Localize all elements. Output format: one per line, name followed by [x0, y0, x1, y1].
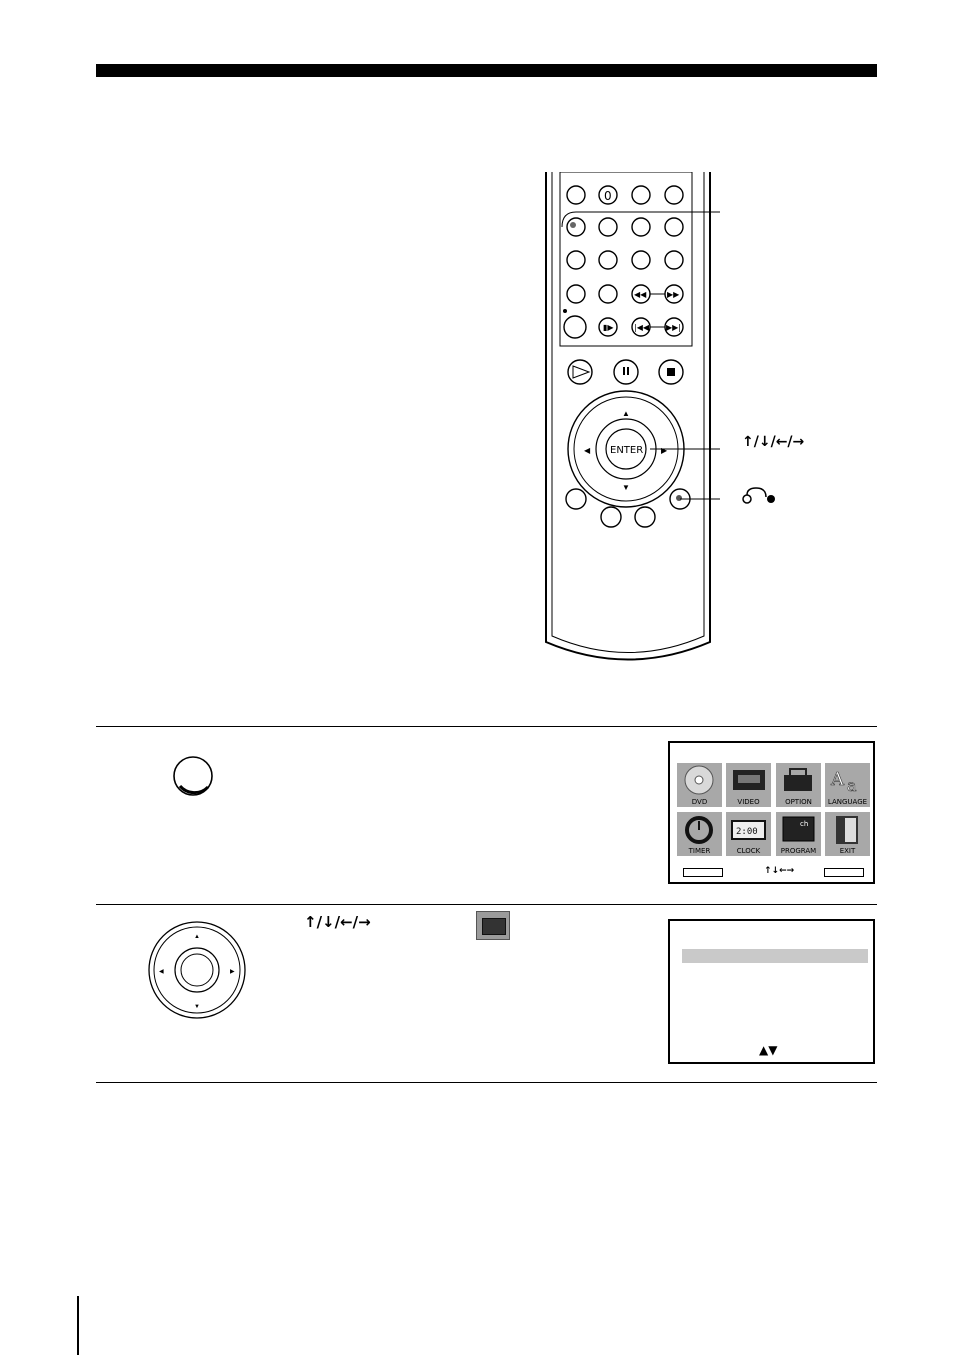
- svg-text:▶: ▶: [661, 446, 668, 455]
- svg-text:▮▶: ▮▶: [603, 323, 614, 332]
- svg-text:▼: ▼: [194, 1004, 200, 1010]
- svg-text:◀: ◀: [159, 969, 164, 975]
- menu-nav-hint: ↑↓←→: [764, 866, 795, 876]
- arrow-keys-label: ↑/↓/←/→: [742, 434, 805, 450]
- menu-tile-timer: TIMER: [677, 812, 722, 856]
- svg-text:ch: ch: [800, 820, 809, 828]
- return-icon: [742, 485, 778, 505]
- list-highlight-row: [682, 949, 868, 963]
- svg-text:◀◀: ◀◀: [634, 290, 647, 299]
- header-bar: [96, 64, 877, 77]
- main-menu-screen: [668, 741, 875, 884]
- step-divider-top: [96, 726, 877, 727]
- menu-key-dot: [570, 222, 576, 228]
- page-edge-mark: [77, 1296, 79, 1355]
- menu-button-illustration: [172, 755, 214, 797]
- svg-text:▶: ▶: [230, 969, 235, 975]
- menu-tile-program: ch PROGRAM: [776, 812, 821, 856]
- svg-text:A: A: [831, 769, 844, 790]
- svg-text:▼: ▼: [622, 483, 630, 492]
- program-icon: [476, 911, 510, 940]
- program-list-screen: [668, 919, 875, 1064]
- menu-tile-dvd: DVD: [677, 763, 722, 807]
- step-divider-bottom: [96, 1082, 877, 1083]
- step2-arrow-keys-text: ↑/↓/←/→: [304, 913, 371, 931]
- menu-tile-language: A a LANGUAGE: [825, 763, 870, 807]
- zero-key-label: 0: [604, 189, 612, 203]
- menu-exit-button-box: [824, 868, 864, 877]
- menu-tile-option: OPTION: [776, 763, 821, 807]
- svg-text:▲: ▲: [622, 409, 630, 418]
- scroll-arrows: ▲▼: [759, 1043, 778, 1057]
- svg-text:▶▶: ▶▶: [667, 290, 680, 299]
- step-divider-middle: [96, 904, 877, 905]
- menu-tile-video: VIDEO: [726, 763, 771, 807]
- menu-tile-exit: EXIT: [825, 812, 870, 856]
- svg-text:◀: ◀: [584, 446, 591, 455]
- svg-text:2:00: 2:00: [736, 827, 758, 837]
- menu-select-button-box: [683, 868, 723, 877]
- enter-key-label: ENTER: [610, 445, 644, 456]
- svg-text:a: a: [847, 776, 857, 795]
- menu-tile-clock: 2:00 CLOCK: [726, 812, 771, 856]
- svg-text:▲: ▲: [194, 934, 200, 940]
- svg-text:▶▶|: ▶▶|: [666, 323, 681, 332]
- dpad-illustration: [146, 920, 248, 1020]
- svg-text:|◀◀: |◀◀: [634, 323, 649, 332]
- remote-control-illustration: [540, 172, 720, 672]
